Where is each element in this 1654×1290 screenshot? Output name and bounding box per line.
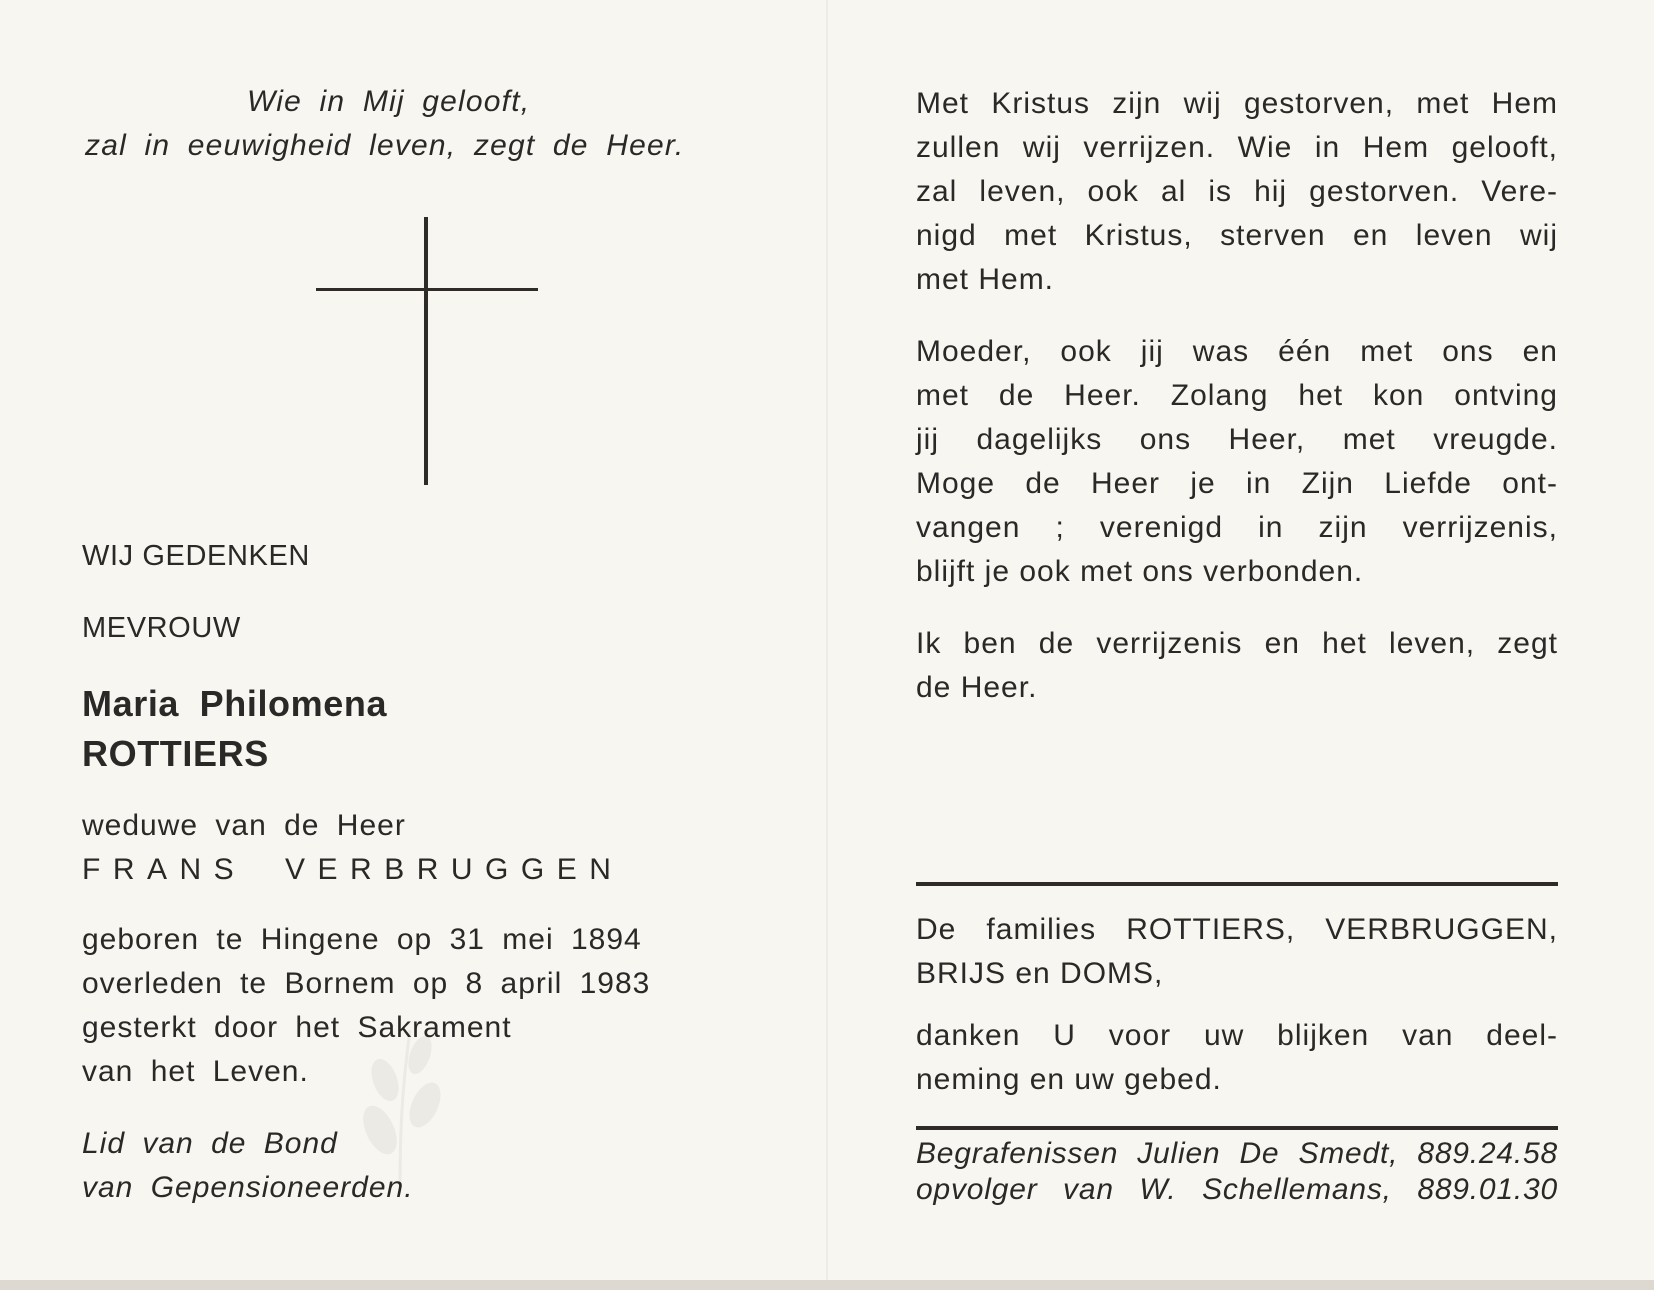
paragraph-line: Ik ben de verrijzenis en het leven, zegt: [916, 627, 1558, 660]
paragraph-line: jij dagelijks ons Heer, met vreugde.: [916, 423, 1558, 456]
deceased-surname: ROTTIERS: [82, 733, 269, 774]
paragraph-line: BRIJS en DOMS,: [916, 957, 1164, 990]
card-fold: [826, 0, 828, 1280]
paragraph-line: nigd met Kristus, sterven en leven wij: [916, 219, 1558, 252]
verse-line-1: Wie in Mij gelooft,: [247, 85, 531, 118]
paragraph-line: zullen wij verrijzen. Wie in Hem gelooft,: [916, 131, 1558, 164]
paragraph-line: met de Heer. Zolang het kon ontving: [916, 379, 1558, 412]
paragraph-line: de Heer.: [916, 671, 1038, 704]
paragraph-line: met Hem.: [916, 263, 1055, 296]
paragraph-verrijzenis: [916, 622, 1558, 710]
sacrament-line-2: van het Leven.: [82, 1055, 309, 1088]
thanks-block: [916, 1014, 1558, 1102]
paragraph-line: Moge de Heer je in Zijn Liefde ont-: [916, 467, 1558, 500]
widow-of-line: weduwe van de Heer: [82, 809, 406, 842]
paragraph-line: neming en uw gebed.: [916, 1063, 1222, 1096]
paragraph-line: Moeder, ook jij was één met ons en: [916, 335, 1558, 368]
cross-icon: [316, 217, 538, 485]
cross-horizontal-bar: [316, 288, 538, 291]
paragraph-line: De families ROTTIERS, VERBRUGGEN,: [916, 913, 1558, 946]
membership-line-2: van Gepensioneerden.: [82, 1171, 414, 1204]
death-info: overleden te Bornem op 8 april 1983: [82, 967, 651, 1000]
spouse-name: FRANS VERBRUGGEN: [82, 853, 624, 886]
funeral-home-block: [916, 1136, 1558, 1208]
cross-vertical-bar: [424, 217, 428, 485]
scan-edge: [0, 1280, 1654, 1290]
heading-mevrouw: MEVROUW: [82, 612, 241, 644]
paragraph-line: Met Kristus zijn wij gestorven, met Hem: [916, 87, 1558, 120]
heading-wij-gedenken: WIJ GEDENKEN: [82, 540, 310, 572]
paragraph-line: danken U voor uw blijken van deel-: [916, 1019, 1558, 1052]
paragraph-line: vangen ; verenigd in zijn verrijzenis,: [916, 511, 1558, 544]
funeral-line: Begrafenissen Julien De Smedt, 889.24.58: [916, 1137, 1558, 1170]
divider-rule-top: [916, 882, 1558, 886]
families-block: [916, 908, 1558, 996]
divider-rule-bottom: [916, 1126, 1558, 1130]
paragraph-line: blijft je ook met ons verbonden.: [916, 555, 1364, 588]
sacrament-line-1: gesterkt door het Sakrament: [82, 1011, 512, 1044]
paragraph-moeder: [916, 330, 1558, 594]
birth-info: geboren te Hingene op 31 mei 1894: [82, 923, 642, 956]
verse-line-2: zal in eeuwigheid leven, zegt de Heer.: [85, 129, 685, 162]
funeral-line: opvolger van W. Schellemans, 889.01.30: [916, 1173, 1558, 1206]
paragraph-line: zal leven, ook al is hij gestorven. Vere-: [916, 175, 1558, 208]
paragraph-kristus: [916, 82, 1558, 302]
membership-line-1: Lid van de Bond: [82, 1127, 338, 1160]
deceased-first-names: Maria Philomena: [82, 683, 388, 724]
